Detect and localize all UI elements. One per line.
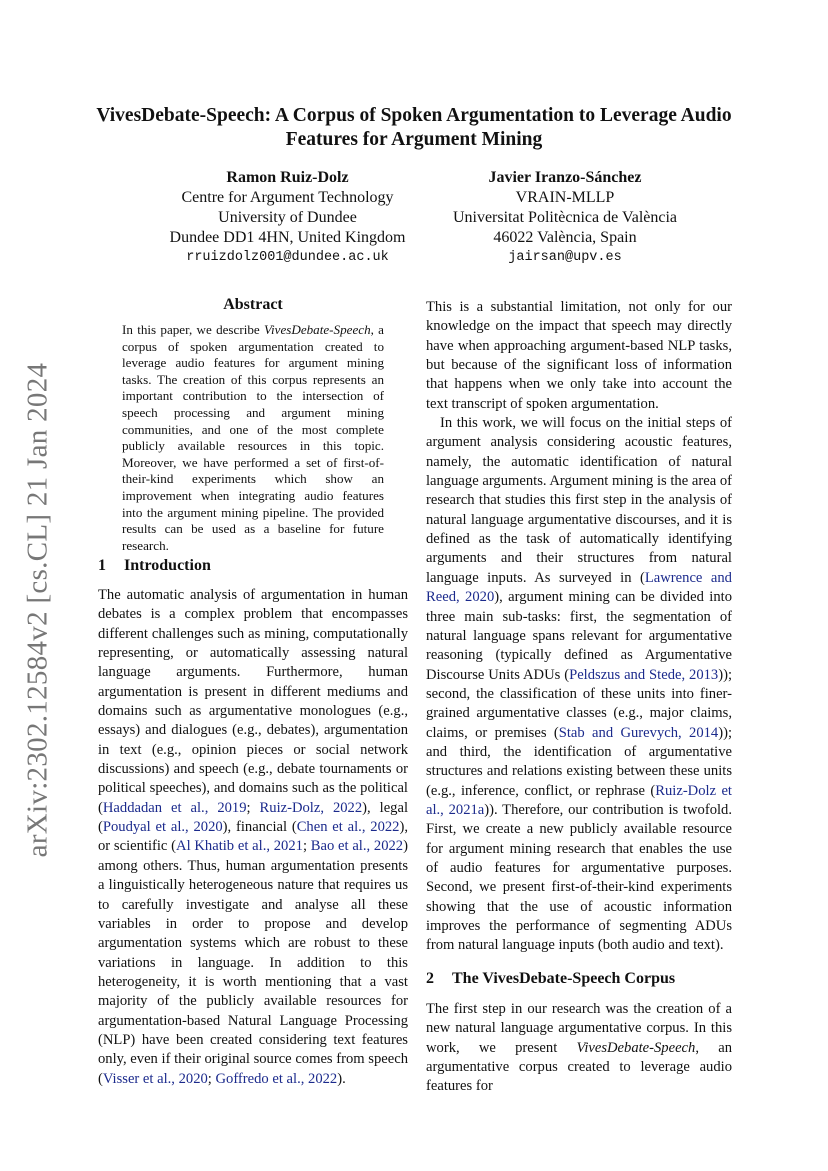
author-email[interactable]: jairsan@upv.es — [508, 250, 622, 265]
abstract-heading: Abstract — [223, 296, 283, 313]
citation-link[interactable]: Bao et al., 2022 — [310, 838, 404, 855]
introduction-paragraph: The automatic analysis of argumentation in human debates is a complex problem that encompasses different challenges such as mining, computationally representing, or automatically assessing natural language arguments. Furthermore, human argumentation is present in different mediums and domains such as argumentative monologues (e.g., essays) and dialogues (e.g., debates), argumentation in text (e.g., opinion pieces or social network discussions) and speech (e.g., debate tournaments or political speeches), and domains such as the political (Haddadan et al., 2019; Ruiz-Dolz, 2022), legal (Poudyal et al., 2020), financial (Chen et al., 2022), or scientific (Al Khatib et al., 2021; Bao et al., 2022) among others. Thus, human argumentation presents a linguistically heterogeneous nature that requires us to carefully investigate and analyse all these variables in order to propose and develop argumentation systems which are robust to these variations in language. In addition to this heterogeneity, it is worth mentioning that a vast majority of the publicly available resources for argumentation-based Natural Language Processing (NLP) have been created considering text features only, even if their original source comes from speech (Visser et al., 2020; Goffredo et al., 2022). — [98, 587, 408, 1087]
right-column-text — [426, 298, 732, 956]
citation-link[interactable]: Chen et al., 2022 — [296, 819, 400, 836]
paragraph: In this work, we will focus on the initial steps of argument analysis considering acoustic features, namely, the automatic identification of natural language arguments. Argument mining is the area of research that studies this first step in the analysis of natural language argumentative discourses, and it is defined as the task of automatically identifying arguments and their structures from natural language inputs. As surveyed in (Lawrence and Reed, 2020), argument mining can be divided into three main sub-tasks: first, the segmentation of natural language spans relevant for argumentative reasoning (typically defined as Argumentative Discourse Units ADUs (Peldszus and Stede, 2013)); second, the classification of these units into finer-grained argumentative classes (e.g., major claims, claims, or premises (Stab and Gurevych, 2014)); and third, the identification of argumentative structures and relations existing between these units (e.g., inference, conflict, or rephrase (Ruiz-Dolz et al., 2021a)). Therefore, our contribution is twofold. First, we create a new publicly available resource for argument mining research that enables the use of audio features for argumentative purposes. Second, we present first-of-their-kind experiments showing that the use of acoustic information improves the performance of segmenting ADUs from natural language inputs (both audio and text). — [426, 415, 732, 954]
author-affiliation: University of Dundee — [218, 209, 357, 226]
author-address: Dundee DD1 4HN, United Kingdom — [169, 229, 406, 246]
author-block-1 — [140, 168, 435, 268]
arxiv-sidebar — [18, 362, 58, 858]
citation-link[interactable]: Lawrence and Reed, 2020 — [426, 569, 732, 606]
citation-link[interactable]: Ruiz-Dolz, 2022 — [259, 799, 363, 816]
author-name: Javier Iranzo-Sánchez — [488, 169, 642, 186]
citation-link[interactable]: Haddadan et al., 2019 — [102, 799, 247, 816]
paragraph: This is a substantial limitation, not only for our knowledge on the impact that speech may directly have when approaching argument-based NLP tasks, but because of the significant loss of information that happens when we only take into account the text transcript of spoken argumentation. — [426, 299, 732, 412]
citation-link[interactable]: Peldszus and Stede, 2013 — [569, 666, 719, 683]
section-heading-introduction: 1 Introduction — [98, 557, 211, 574]
abstract-text: In this paper, we describe VivesDebate-Speech, a corpus of spoken argumentation created to leverage audio features for argument mining tasks. The creation of this corpus represents an important contribution to the intersection of speech processing and argument mining communities, and one of the most complete publicly available resources in this topic. Moreover, we have performed a set of first-of-their-kind experiments which show an improvement when integrating audio features into the argument mining pipeline. The provided results can be used as a baseline for future research. — [122, 322, 384, 553]
corpus-paragraph: The first step in our research was the creation of a new natural language argumentative corpus. In this work, we present VivesDebate-Speech, an argumentative corpus created to leverage audio features for — [426, 1001, 732, 1095]
author-email[interactable]: rruizdolz001@dundee.ac.uk — [186, 250, 389, 265]
citation-link[interactable]: Al Khatib et al., 2021 — [176, 838, 303, 855]
author-affiliation: Centre for Argument Technology — [181, 189, 394, 206]
author-name: Ramon Ruiz-Dolz — [226, 169, 349, 186]
citation-link[interactable]: Stab and Gurevych, 2014 — [558, 724, 719, 741]
section-heading-corpus: 2 The VivesDebate-Speech Corpus — [426, 970, 676, 987]
citation-link[interactable]: Visser et al., 2020 — [102, 1070, 208, 1087]
citation-link[interactable]: Ruiz-Dolz et al., 2021a — [426, 782, 732, 818]
citation-link[interactable]: Poudyal et al., 2020 — [102, 819, 223, 836]
author-address: 46022 València, Spain — [493, 229, 637, 246]
paper-title: VivesDebate-Speech: A Corpus of Spoken Argumentation to Leverage Audio Features for Argument Mining — [96, 105, 732, 150]
author-affiliation: VRAIN-MLLP — [515, 189, 615, 206]
author-affiliation: Universitat Politècnica de València — [452, 209, 678, 226]
arxiv-identifier[interactable]: arXiv:2302.12584v2 [cs.CL] 21 Jan 2024 — [21, 362, 54, 858]
author-block-2 — [420, 168, 710, 268]
citation-link[interactable]: Goffredo et al., 2022 — [215, 1070, 338, 1087]
